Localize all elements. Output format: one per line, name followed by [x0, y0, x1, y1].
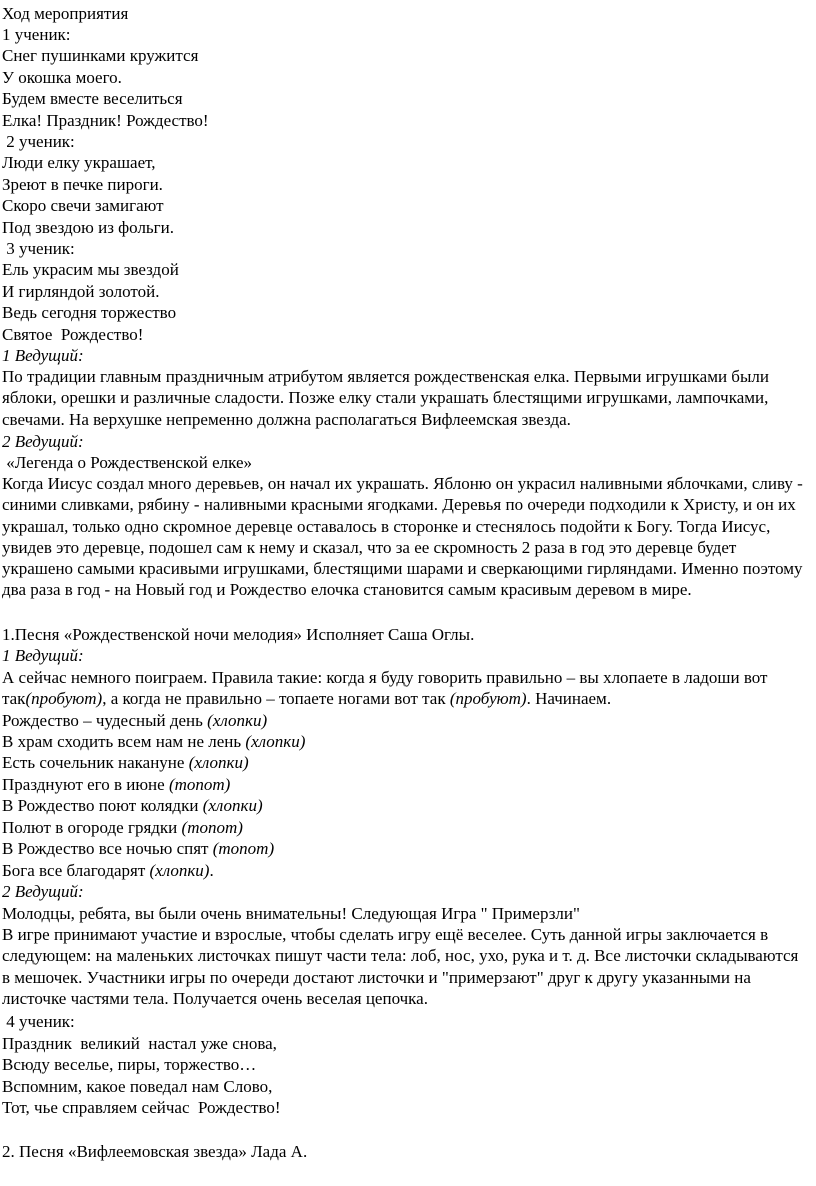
- poem-line: Люди елку украшает,: [2, 153, 156, 172]
- host-2-label: 2 Ведущий:: [2, 432, 84, 451]
- game-line: Празднуют его в июне (топот): [2, 775, 231, 794]
- poem-line: Снег пушинками кружится: [2, 46, 199, 65]
- poem-line: И гирляндой золотой.: [2, 282, 160, 301]
- game-line: Бога все благодарят (хлопки).: [2, 861, 214, 880]
- game-2-intro: Молодцы, ребята, вы были очень внимательны! Следующая Игра " Примерзли": [2, 904, 580, 923]
- game-line: В храм сходить всем нам не лень (хлопки): [2, 732, 306, 751]
- host-1-label: 1 Ведущий:: [2, 646, 84, 665]
- poem-line: Будем вместе веселиться: [2, 89, 183, 108]
- poem-line: Елка! Праздник! Рождество!: [2, 111, 209, 130]
- poem-line: У окошка моего.: [2, 68, 122, 87]
- student-3-label: 3 ученик:: [2, 239, 75, 258]
- song-2: 2. Песня «Вифлеемовская звезда» Лада А.: [2, 1142, 308, 1161]
- game-line: В Рождество все ночью спят (топот): [2, 839, 275, 858]
- game-line: Есть сочельник накануне (хлопки): [2, 753, 249, 772]
- legend-title: «Легенда о Рождественской елке»: [2, 453, 253, 472]
- poem-line: Скоро свечи замигают: [2, 196, 164, 215]
- poem-line: Тот, чье справляем сейчас Рождество!: [2, 1098, 281, 1117]
- poem-line: Зреют в печке пироги.: [2, 175, 163, 194]
- legend-paragraph: Когда Иисус создал много деревьев, он начал их украшать. Яблоню он украсил наливными яблочками, сливу - синими сливками, рябину - наливными красными ягодками. Деревья по очереди подходили к Христу, и он их украшал, только одно скромное деревце оставалось в сторонке и стеснялось подойти к Богу. Тогда Иисус, увидев это деревце, подошел сам к нему и сказал, что за ее скромность 2 раза в год это деревце будет украшено самыми красивыми игрушками, блестящими шарами и сверкающими гирляндами. Именно поэтому два раза в год - на Новый год и Рождество елочка становится самым красивым деревом в мире.: [2, 474, 803, 600]
- game-line: Рождество – чудесный день (хлопки): [2, 711, 268, 730]
- student-2-label: 2 ученик:: [2, 132, 75, 151]
- student-1-label: 1 ученик:: [2, 25, 71, 44]
- game-line: В Рождество поют колядки (хлопки): [2, 796, 263, 815]
- poem-line: Под звездою из фольги.: [2, 218, 175, 237]
- poem-line: Праздник великий настал уже снова,: [2, 1034, 277, 1053]
- host-1-label: 1 Ведущий:: [2, 346, 84, 365]
- poem-line: Святое Рождество!: [2, 325, 144, 344]
- game-2-paragraph: В игре принимают участие и взрослые, чтобы сделать игру ещё веселее. Суть данной игры заключается в следующем: на маленьких листочках пишут части тела: лоб, нос, ухо, рука и т. д. Все листочки складываются в мешочек. Участники игры по очереди достают листочки и "примерзают" друг к другу указанными на листочке частями тела. Получается очень веселая цепочка.: [2, 925, 799, 1008]
- game-line: Полют в огороде грядки (топот): [2, 818, 243, 837]
- game-rules-paragraph: А сейчас немного поиграем. Правила такие: когда я буду говорить правильно – вы хлопаете в ладоши вот так(пробуют), а когда не правильно – топаете ногами вот так (пробуют). Начинаем.: [2, 668, 768, 709]
- poem-line: Всюду веселье, пиры, торжество…: [2, 1055, 257, 1074]
- song-1: 1.Песня «Рождественской ночи мелодия» Исполняет Саша Оглы.: [2, 625, 475, 644]
- poem-line: Вспомним, какое поведал нам Слово,: [2, 1077, 273, 1096]
- host-2-label: 2 Ведущий:: [2, 882, 84, 901]
- tradition-paragraph: По традиции главным праздничным атрибутом является рождественская елка. Первыми игрушками были яблоки, орешки и различные сладости. Позже елку стали украшать блестящими игрушками, лампочками, свечами. На верхушке непременно должна располагаться Вифлеемская звезда.: [2, 367, 769, 429]
- student-4-label: 4 ученик:: [2, 1012, 75, 1031]
- poem-line: Ель украсим мы звездой: [2, 260, 179, 279]
- poem-line: Ведь сегодня торжество: [2, 303, 177, 322]
- page-title: Ход мероприятия: [2, 4, 129, 23]
